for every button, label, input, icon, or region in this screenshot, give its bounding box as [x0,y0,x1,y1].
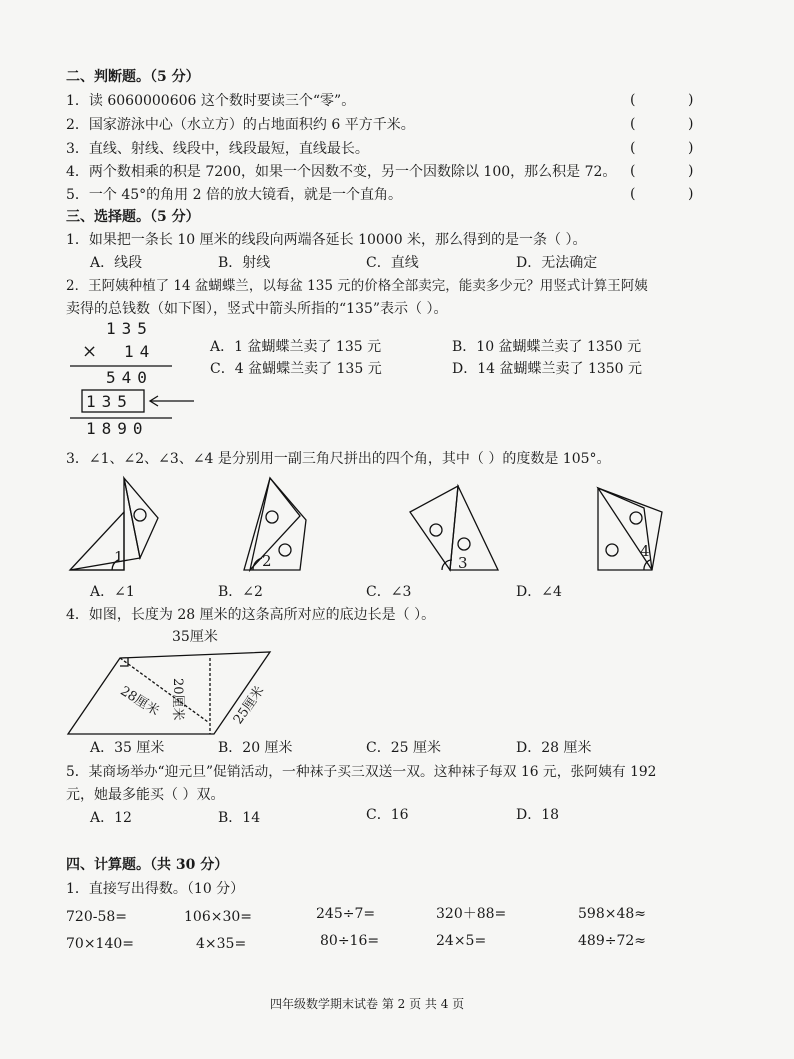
side-25-label: 25厘米 [230,683,268,728]
q1-option-b: B．射线 [218,255,271,271]
q1-option-c: C．直线 [366,255,419,271]
calc-row1-item2: 106×30= [184,909,252,925]
q3-option-d: D．∠4 [516,584,562,600]
q2-text-line1: 2．王阿姨种植了 14 盆蝴蝶兰，以每盆 135 元的价格全部卖完，能卖多少元？用竖式计算王阿姨 [66,278,648,294]
vm-highlight-box [82,390,144,412]
answer-paren-close: ) [688,163,694,179]
vm-times-sign: × [82,341,98,362]
q4-option-c: C．25 厘米 [366,740,441,756]
answer-paren-open: ( [630,186,636,202]
q2-option-d: D．14 盆蝴蝶兰卖了 1350 元 [452,361,643,377]
angle-label-3: 3 [458,554,468,572]
q4-option-a: A．35 厘米 [90,740,165,756]
angle-label-2: 2 [262,552,272,570]
answer-paren-close: ) [688,92,694,108]
calc-row1-item1: 720-58= [66,909,127,925]
vm-row3: 540 [106,368,153,387]
angle-figure-b [244,478,306,570]
q5-text-line2: 元，她最多能买（ ）双。 [66,787,225,803]
calc-row1-item4: 320＋88= [436,906,507,922]
height-28-line [120,658,208,722]
height-28-label: 28厘米 [117,683,162,720]
q2-option-a: A．1 盆蝴蝶兰卖了 135 元 [210,339,382,355]
q3-option-c: C．∠3 [366,584,412,600]
q5-option-b: B．14 [218,810,261,826]
q2-option-b: B．10 盆蝴蝶兰卖了 1350 元 [452,339,642,355]
angle-figure-a [70,478,158,570]
calc-row1-item5: 598×48≈ [578,906,646,922]
q2-text-line2: 卖得的总钱数（如下图），竖式中箭头所指的“135”表示（ ）。 [66,301,448,317]
judge-item-3: 3．直线、射线、线段中，线段最短，直线最长。 [66,141,369,157]
section-judge-heading: 二、判断题。（5 分） [66,69,200,85]
q5-option-c: C．16 [366,807,409,823]
vm-row4-boxed: 135 [86,392,133,411]
q1-option-d: D．无法确定 [516,255,598,271]
answer-paren-open: ( [630,140,636,156]
answer-paren-close: ) [688,186,694,202]
q5-option-a: A．12 [90,810,132,826]
q4-option-d: D．28 厘米 [516,740,592,756]
section-choice-heading: 三、选择题。（5 分） [66,209,200,225]
calc-row2-item5: 489÷72≈ [578,933,646,949]
calc-row2-item1: 70×140= [66,936,134,952]
parallelogram-figure [68,652,270,734]
judge-item-1: 1．读 6060000606 这个数时要读三个“零”。 [66,93,356,109]
vm-row1: 135 [106,319,153,338]
answer-paren-open: ( [630,92,636,108]
angle-label-4: 4 [640,542,650,560]
vm-row5: 1890 [86,419,149,438]
q3-option-b: B．∠2 [218,584,263,600]
q4-option-b: B．20 厘米 [218,740,293,756]
angle-figure-d [598,488,662,570]
calc-row2-item3: 80÷16= [320,933,380,949]
calc-row2-item4: 24×5= [436,933,487,949]
answer-paren-close: ) [688,116,694,132]
answer-paren-open: ( [630,116,636,132]
q1-option-a: A．线段 [90,255,143,271]
height-20-label: 20厘米 [170,678,185,721]
q1-text: 1．如果把一条长 10 厘米的线段向两端各延长 10000 米，那么得到的是一条（ ）。 [66,232,587,248]
q4-text: 4．如图，长度为 28 厘米的这条高所对应的底边长是（ ）。 [66,607,436,623]
q5-text-line1: 5．某商场举办“迎元旦”促销活动，一种袜子买三双送一双。这种袜子每双 16 元，张阿姨有 192 [66,764,657,780]
calc-row2-item2: 4×35= [196,936,247,952]
angle-figure-c [410,486,498,570]
judge-item-5: 5．一个 45°的角用 2 倍的放大镜看，就是一个直角。 [66,187,402,203]
judge-item-2: 2．国家游泳中心（水立方）的占地面积约 6 平方千米。 [66,117,415,133]
answer-paren-open: ( [630,163,636,179]
q2-option-c: C．4 盆蝴蝶兰卖了 135 元 [210,361,382,377]
vm-row2: 14 [124,342,156,361]
calc-sub1: 1．直接写出得数。（10 分） [66,881,245,897]
q3-option-a: A．∠1 [90,584,135,600]
answer-paren-close: ) [688,140,694,156]
angle-label-1: 1 [114,548,124,566]
parallelogram-top-label: 35厘米 [172,629,218,645]
q5-option-d: D．18 [516,807,560,823]
calc-row1-item3: 245÷7= [316,906,376,922]
judge-item-4: 4．两个数相乘的积是 7200，如果一个因数不变，另一个因数除以 100，那么积是 72。 [66,164,617,180]
page-footer: 四年级数学期末试卷 第 2 页 共 4 页 [270,997,465,1011]
section-calc-heading: 四、计算题。（共 30 分） [66,857,229,873]
q3-text: 3．∠1、∠2、∠3、∠4 是分别用一副三角尺拼出的四个角，其中（ ）的度数是 105°。 [66,451,611,467]
